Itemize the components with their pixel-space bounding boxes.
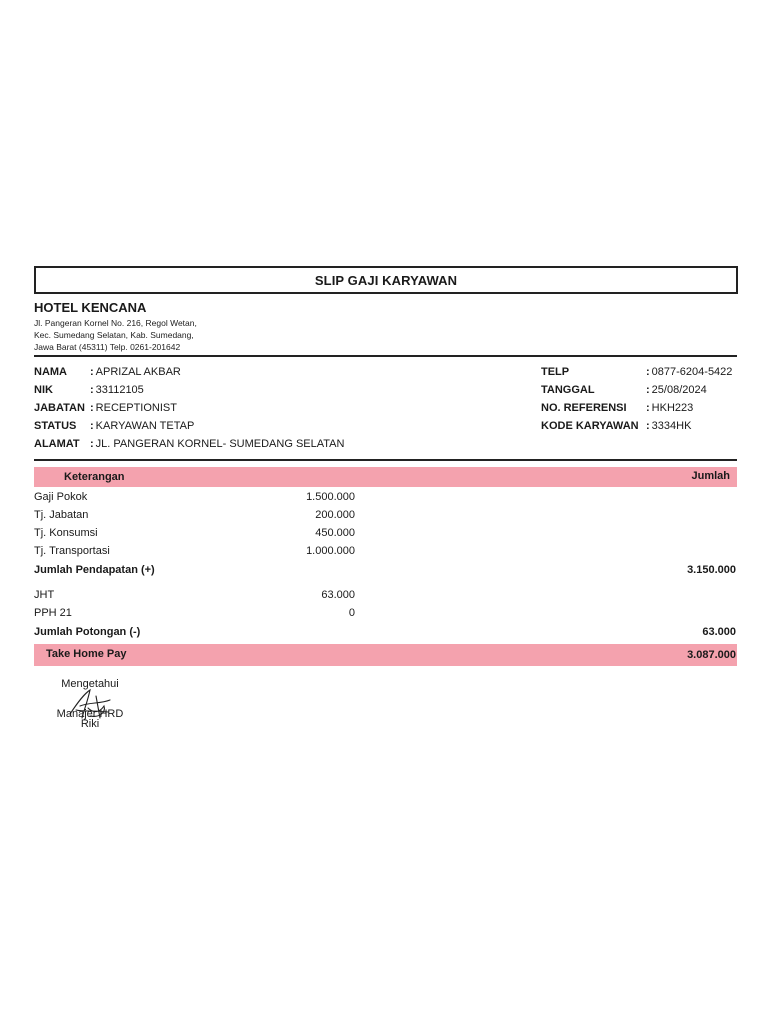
deductions-total-label: Jumlah Potongan (-) [34,626,141,638]
field-label: NIK [34,384,53,396]
field-label: STATUS [34,420,77,432]
field-value: HKH223 [651,402,694,414]
field-label: NO. REFERENSI [541,402,627,414]
earning-label: Gaji Pokok [34,491,88,503]
field-label: ALAMAT [34,438,80,450]
deduction-label: PPH 21 [34,607,72,619]
company-address-line: Jl. Pangeran Kornel No. 216, Regol Wetan, [34,318,197,328]
field-value: 33112105 [95,384,144,396]
field-colon: : [646,384,650,396]
deduction-label: JHT [34,589,55,601]
earning-label: Tj. Konsumsi [34,527,98,539]
field-value: 25/08/2024 [651,384,707,396]
field-tanggal [541,384,707,396]
company-address-line: Jawa Barat (45311) Telp. 0261-201642 [34,342,181,352]
earning-amount: 1.000.000 [306,545,355,557]
field-colon: : [646,420,650,432]
earning-label: Tj. Transportasi [34,545,110,557]
field-colon: : [90,420,94,432]
deduction-amount: 63.000 [321,589,355,601]
company-address-line: Kec. Sumedang Selatan, Kab. Sumedang, [34,330,194,340]
field-colon: : [646,366,650,378]
field-nik [34,384,144,396]
field-label: TANGGAL [541,384,595,396]
field-alamat [34,438,344,450]
company-name: HOTEL KENCANA [34,300,147,315]
field-label: KODE KARYAWAN [541,420,639,432]
earning-label: Tj. Jabatan [34,509,89,521]
field-colon: : [90,438,94,450]
table-header-keterangan: Keterangan [64,471,125,483]
field-jabatan [34,402,177,414]
info-divider [34,459,737,461]
deductions-total-amount: 63.000 [702,626,736,638]
field-label: JABATAN [34,402,85,414]
field-telp [541,366,732,378]
header-divider [34,355,737,357]
field-value: KARYAWAN TETAP [95,420,195,432]
field-status [34,420,194,432]
field-value: 0877-6204-5422 [651,366,733,378]
signature-heading: Mengetahui [61,678,119,690]
field-kode-karyawan [541,420,691,432]
field-colon: : [646,402,650,414]
earnings-total-label: Jumlah Pendapatan (+) [34,564,155,576]
field-value: 3334HK [651,420,692,432]
field-value: JL. PANGERAN KORNEL- SUMEDANG SELATAN [95,438,345,450]
field-value: RECEPTIONIST [95,402,177,414]
signature-role: Manajer HRD [56,708,124,720]
field-value: APRIZAL AKBAR [95,366,181,378]
field-colon: : [90,402,94,414]
field-colon: : [90,384,94,396]
table-header-jumlah: Jumlah [691,470,730,482]
signature-block [40,678,140,730]
field-colon: : [90,366,94,378]
field-label: NAMA [34,366,67,378]
earning-amount: 1.500.000 [306,491,355,503]
deduction-amount: 0 [348,607,355,619]
slip-title: SLIP GAJI KARYAWAN [34,266,738,294]
take-home-pay-label: Take Home Pay [46,648,127,660]
earnings-total-amount: 3.150.000 [687,564,736,576]
field-no-referensi [541,402,693,414]
signature-name: Riki [80,718,100,730]
take-home-pay-amount: 3.087.000 [687,649,736,661]
earning-amount: 200.000 [315,509,355,521]
field-label: TELP [541,366,570,378]
earning-amount: 450.000 [315,527,355,539]
field-nama [34,366,181,378]
